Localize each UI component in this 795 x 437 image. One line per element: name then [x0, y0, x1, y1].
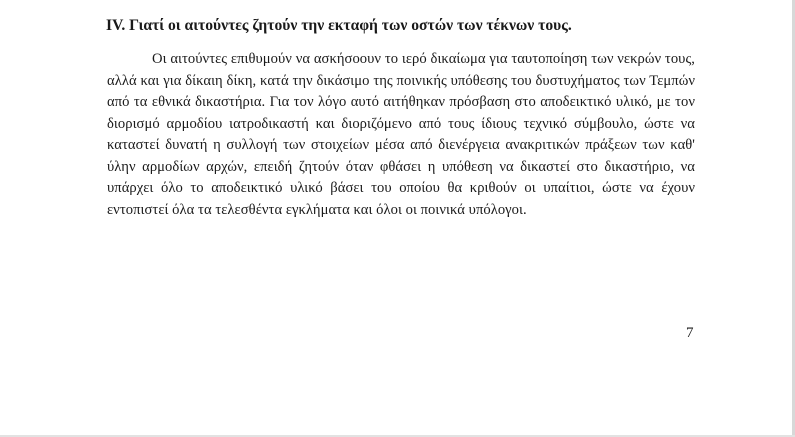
page-number: 7 — [686, 325, 694, 341]
body-paragraph: Οι αιτούντες επιθυμούν να ασκήσοουν το ιερό δικαίωμα για ταυτοποίηση των νεκρών τους, αλλά και για δίκαιη δίκη, κατά την δικάσιμο της ποινικής υπόθεσης του δυστυχήματος των Τεμπών από τα εθνικά δικαστήρια. Για τον λόγο αυτό αιτήθηκαν πρόσβαση στο αποδεικτικό υλικό, με τον διορισμό αρμοδίου ιατροδικαστή και διοριζόμενο από τους ίδιους τεχνικό σύμβουλο, ώστε να καταστεί δυνατή η συλλογή των στοιχείων μέσα από διενέργεια ανακριτικών πράξεων των καθ' ύλην αρμοδίων αρχών, επειδή ζητούν όταν φθάσει η υπόθεση να δικαστεί στο δικαστήριο, να υπάρχει όλο το αποδεικτικό υλικό βάσει του οποίου θα κριθούν οι υπαίτιοι, ώστε να έχουν εντοπιστεί όλα τα τελεσθέντα εγκλήματα και όλοι οι ποινικά υπόλογοι. — [107, 51, 695, 218]
section-heading: IV. Γιατί οι αιτούντες ζητούν την εκταφή των οστών των τέκνων τους. — [106, 17, 572, 34]
